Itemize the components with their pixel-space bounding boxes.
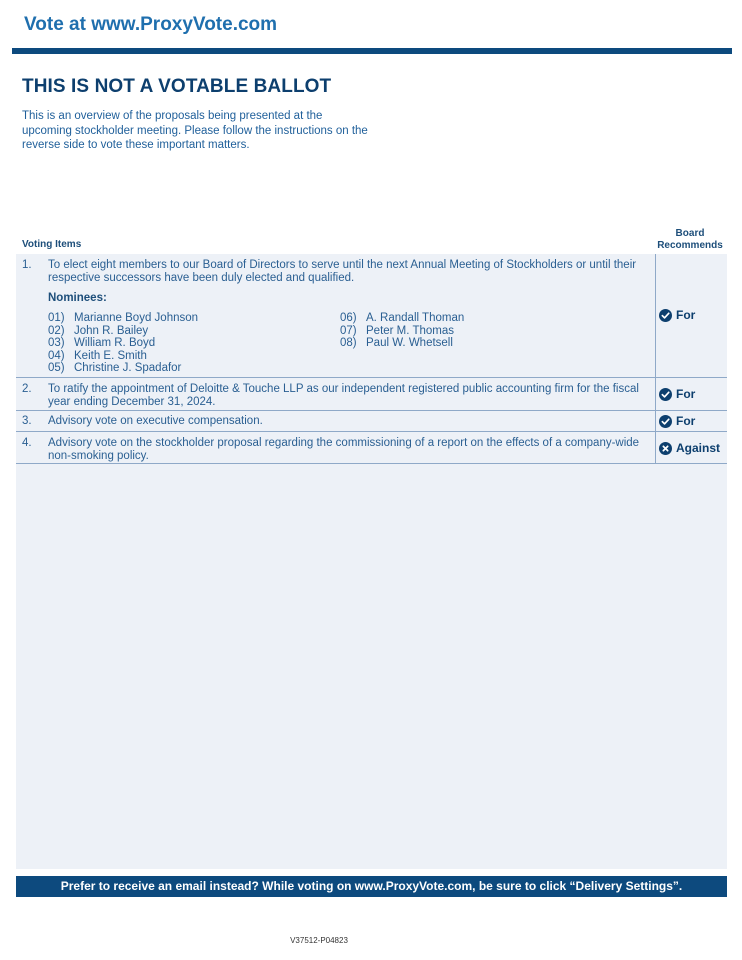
nominee: 06) A. Randall Thoman xyxy=(340,312,465,324)
check-circle-icon xyxy=(659,415,672,428)
nominees-list-left xyxy=(48,312,198,375)
recommendation xyxy=(659,414,695,428)
voting-item-2 xyxy=(16,378,727,411)
item-text: To elect eight members to our Board of Directors to serve until the next Annual Meeting of Stockholders or until their respective successors have been duly elected and qualified. xyxy=(48,259,637,284)
item-text: Advisory vote on executive compensation. xyxy=(48,415,263,427)
nominee: 04) Keith E. Smith xyxy=(48,349,147,362)
page-title: THIS IS NOT A VOTABLE BALLOT xyxy=(22,76,332,97)
recommendation xyxy=(659,308,695,322)
board-recommends-header xyxy=(652,228,728,251)
header-rule xyxy=(12,48,732,54)
nominees-list-right xyxy=(340,312,464,350)
nominees-label: Nominees: xyxy=(48,292,107,304)
recommendation-label: For xyxy=(676,387,696,401)
recommendation-cell xyxy=(655,411,727,431)
voting-item-4 xyxy=(16,432,727,464)
voting-item-3 xyxy=(16,411,727,432)
intro-text: This is an overview of the proposals being presented at the upcoming stockholder meeting. Please follow the instructions on the reverse side to vote these important matters. xyxy=(22,110,368,151)
recommendation-label: Against xyxy=(676,441,721,455)
recommendation-cell xyxy=(655,254,727,377)
item-text: Advisory vote on the stockholder proposal regarding the commissioning of a report on the effects of a company-wide non-smoking policy. xyxy=(48,437,640,462)
recommendation xyxy=(659,387,695,401)
item-number: 3. xyxy=(22,415,32,427)
recommendation xyxy=(659,441,720,455)
nominee: 07) Peter M. Thomas xyxy=(340,324,454,337)
nominee: 05) Christine J. Spadafor xyxy=(48,362,182,374)
nominee: 01) Marianne Boyd Johnson xyxy=(48,312,199,324)
recommendation-cell xyxy=(655,378,727,410)
voting-items-header: Voting Items xyxy=(22,239,82,250)
document-code: V37512-P04823 xyxy=(290,936,348,945)
item-number: 2. xyxy=(22,383,32,395)
board-recommends-line2: Recommends xyxy=(657,239,723,251)
check-circle-icon xyxy=(659,309,672,322)
email-delivery-banner: Prefer to receive an email instead? While voting on www.ProxyVote.com, be sure to click “Delivery Settings”. xyxy=(16,876,727,897)
nominee: 02) John R. Bailey xyxy=(48,324,149,337)
item-number: 1. xyxy=(22,259,32,271)
x-circle-icon xyxy=(659,442,672,455)
check-circle-icon xyxy=(659,388,672,401)
recommendation-label: For xyxy=(676,308,696,322)
nominee: 03) William R. Boyd xyxy=(48,337,156,349)
board-recommends-line1: Board xyxy=(675,228,705,239)
vote-url-title: Vote at www.ProxyVote.com xyxy=(24,14,278,35)
recommendation-label: For xyxy=(676,414,696,428)
item-text: To ratify the appointment of Deloitte & Touche LLP as our independent registered public accounting firm for the fiscal year ending December 31, 2024. xyxy=(48,383,639,408)
item-number: 4. xyxy=(22,437,32,449)
recommendation-cell xyxy=(655,432,727,463)
nominee: 08) Paul W. Whetsell xyxy=(340,337,453,349)
voting-item-1 xyxy=(16,254,727,378)
